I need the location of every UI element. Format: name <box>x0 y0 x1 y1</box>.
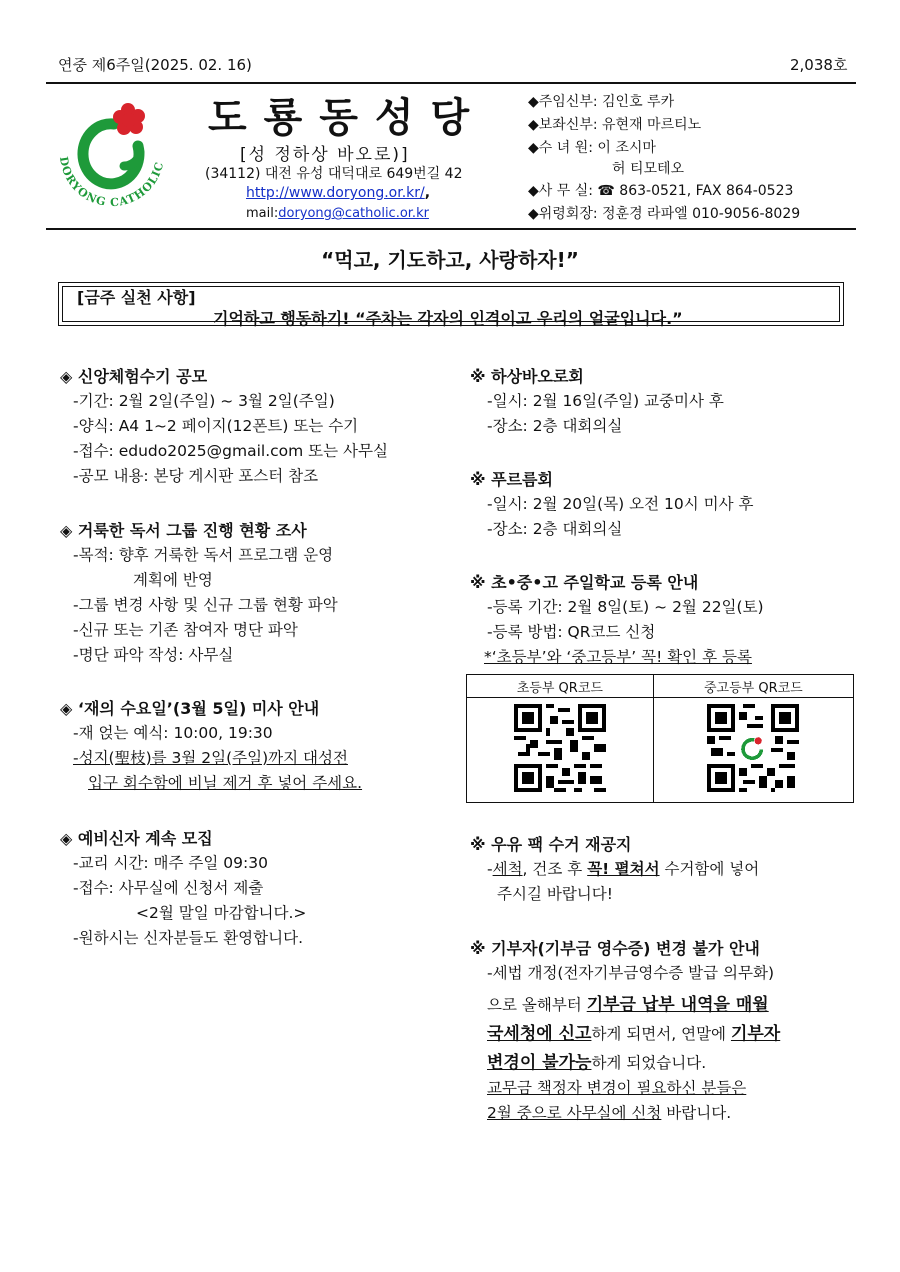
text-line: -장소: 2층 대회의실 <box>487 417 623 435</box>
text-line: 주시길 바랍니다! <box>497 885 613 903</box>
section-faith-essay: ◈ 신앙체험수기 공모 <box>60 367 208 386</box>
text-line: -일시: 2월 20일(목) 오전 10시 미사 후 <box>487 495 754 513</box>
patron-saint: [성 정하상 바오로)] <box>240 145 410 165</box>
practice-box <box>58 282 844 326</box>
text-line: -재 얹는 예식: 10:00, 19:30 <box>73 724 273 742</box>
text-line: -세법 개정(전자기부금영수증 발급 의무화) <box>487 964 775 982</box>
text-line: -공모 내용: 본당 게시판 포스터 참조 <box>73 467 319 485</box>
donation-line-2: 으로 올해부터 기부금 납부 내역을 매월 <box>487 995 769 1015</box>
practice-text: 기억하고 행동하기! “주차는 각자의 인격이고 우리의 얼굴입니다.” <box>213 309 683 328</box>
mail-label: mail: <box>246 206 279 221</box>
website-link[interactable]: http://www.doryong.or.kr/ <box>246 185 425 201</box>
staff-committee: ◆위령회장: 정훈경 라파엘 010-9056-8029 <box>528 206 801 222</box>
qr-table <box>466 674 854 803</box>
section-catechumen: ◈ 예비신자 계속 모집 <box>60 829 213 848</box>
staff-assistant: ◆보좌신부: 유현재 마르티노 <box>528 117 702 133</box>
qr-code-elementary-icon[interactable] <box>514 704 606 792</box>
section-ash-wednesday: ◈ ‘재의 수요일’(3월 5일) 미사 안내 <box>60 699 320 718</box>
milk-carton-line-1: -세척, 건조 후 꼭! 펼쳐서 수거함에 넣어 <box>487 860 760 878</box>
text-line: -신규 또는 기존 참여자 명단 파악 <box>73 621 298 639</box>
church-address: (34112) 대전 유성 대덕대로 649번길 42 <box>205 166 463 182</box>
text-line: 계획에 반영 <box>133 571 213 589</box>
text-line: -등록 방법: QR코드 신청 <box>487 623 656 641</box>
mail-line <box>246 206 429 221</box>
issue-number: 2,038호 <box>790 56 848 74</box>
text-line: -교리 시간: 매주 주일 09:30 <box>73 854 268 872</box>
text-line: -명단 파악 작성: 사무실 <box>73 646 234 664</box>
text-line: 교무금 책정자 변경이 필요하신 분들은 <box>487 1079 747 1097</box>
text-line: -원하시는 신자분들도 환영합니다. <box>73 929 303 947</box>
section-hasang-paulo: ※ 하상바오로회 <box>470 367 584 386</box>
church-logo <box>52 96 172 226</box>
section-sunday-school: ※ 초•중•고 주일학교 등록 안내 <box>470 573 699 592</box>
donation-line-3: 국세청에 신고하게 되면서, 연말에 기부자 <box>487 1024 781 1044</box>
text-line: -일시: 2월 16일(주일) 교중미사 후 <box>487 392 724 410</box>
qr-code-middle-high-icon[interactable] <box>707 704 799 792</box>
qr-header-elementary: 초등부 QR코드 <box>467 675 654 698</box>
header-rule <box>46 228 856 230</box>
staff-office: ◆사 무 실: ☎ 863-0521, FAX 864-0523 <box>528 183 794 199</box>
text-line: -기간: 2월 2일(주일) ~ 3월 2일(주일) <box>73 392 335 410</box>
logo-icon <box>52 96 172 226</box>
text-line: -양식: A4 1~2 페이지(12폰트) 또는 수기 <box>73 417 359 435</box>
top-rule <box>46 82 856 84</box>
text-line: -성지(聖枝)를 3월 2일(주일)까지 대성전 <box>73 749 348 767</box>
text-line: -목적: 향후 거룩한 독서 프로그램 운영 <box>73 546 334 564</box>
section-donation-receipt: ※ 기부자(기부금 영수증) 변경 불가 안내 <box>470 939 760 958</box>
section-pureureum: ※ 푸르름회 <box>470 470 553 489</box>
staff-nun-2: 허 티모테오 <box>612 161 685 177</box>
practice-label: [금주 실천 사항] <box>77 288 196 307</box>
text-line: -접수: 사무실에 신청서 제출 <box>73 879 264 897</box>
donation-line-6: 2월 중으로 사무실에 신청 바랍니다. <box>487 1104 732 1122</box>
church-name: 도룡동성당 <box>208 95 487 141</box>
donation-line-4: 변경이 불가능하게 되었습니다. <box>487 1053 707 1073</box>
text-line: *‘초등부’와 ‘중고등부’ 꼭! 확인 후 등록 <box>484 648 752 666</box>
section-lectio-divina: ◈ 거룩한 독서 그룹 진행 현황 조사 <box>60 521 307 540</box>
staff-nuns: ◆수 녀 원: 이 조시마 <box>528 140 656 156</box>
staff-pastor: ◆주임신부: 김인호 루카 <box>528 94 675 110</box>
text-line: -장소: 2층 대회의실 <box>487 520 623 538</box>
slogan: “먹고, 기도하고, 사랑하자!” <box>321 248 579 272</box>
qr-header-middle-high: 중고등부 QR코드 <box>653 675 853 698</box>
section-milk-carton: ※ 우유 팩 수거 재공지 <box>470 835 632 854</box>
mail-link[interactable]: doryong@catholic.or.kr <box>278 206 429 221</box>
text-line: -그룹 변경 사항 및 신규 그룹 현황 파악 <box>73 596 338 614</box>
text-line: 입구 회수함에 비닐 제거 후 넣어 주세요. <box>88 774 363 792</box>
text-line: -접수: edudo2025@gmail.com 또는 사무실 <box>73 442 388 460</box>
logo-text: DORYONG CATHOLIC <box>56 155 167 210</box>
week-label: 연중 제6주일(2025. 02. 16) <box>58 56 252 74</box>
text-line: <2월 말일 마감합니다.> <box>136 904 307 922</box>
website-line: http://www.doryong.or.kr/, <box>246 185 431 201</box>
text-line: -등록 기간: 2월 8일(토) ~ 2월 22일(토) <box>487 598 764 616</box>
